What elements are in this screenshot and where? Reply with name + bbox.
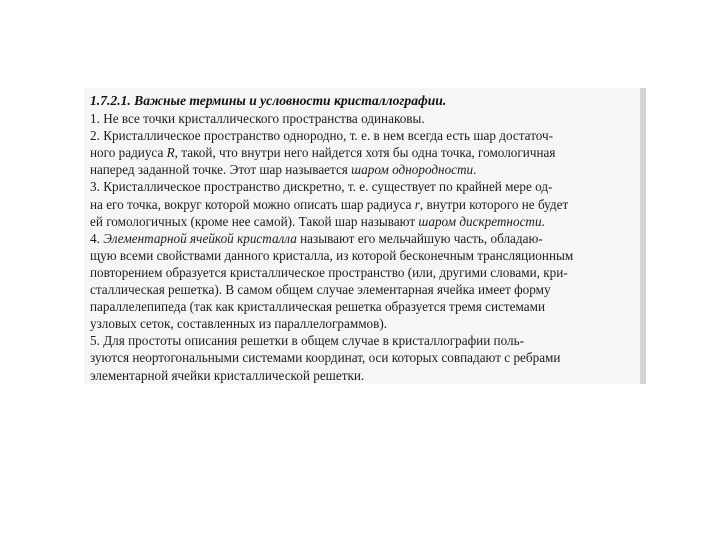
text-run: элементарной ячейки кристаллической решетки. [90, 367, 365, 383]
text-run: ей гомологичных (кроме нее самой). Такой шар называют [90, 213, 419, 229]
text-run: наперед заданной точке. Этот шар называется [90, 162, 352, 178]
text-line [90, 281, 646, 298]
text-line [90, 332, 646, 349]
italic-term: R [166, 145, 175, 161]
text-run: . [541, 213, 545, 229]
italic-term: r [414, 196, 420, 212]
text-line [90, 196, 646, 213]
scanned-page-excerpt [84, 88, 646, 384]
text-run: 3. Кристаллическое пространство дискретно, т. е. существует по крайней мере од- [90, 179, 553, 195]
italic-term: шаром однородности [351, 162, 474, 178]
text-line [90, 247, 646, 264]
text-run: 5. Для простоты описания решетки в общем случае в кристаллографии поль- [90, 333, 525, 349]
text-run: щую всеми свойствами данного кристалла, из которой бесконечным трансляционным [90, 247, 574, 263]
text-line [90, 315, 646, 332]
text-line [90, 298, 646, 315]
text-line [90, 367, 646, 384]
text-line [90, 144, 646, 161]
italic-term: шаром дискретности [418, 213, 542, 229]
text-run: на его точка, вокруг которой можно описать шар радиуса [90, 196, 415, 212]
text-line [90, 213, 646, 230]
text-run: , внутри которого не будет [419, 196, 569, 212]
text-run: называют его мельчайшую часть, обладаю- [296, 230, 543, 246]
text-run: 2. Кристаллическое пространство однородно, т. е. в нем всегда есть шар достаточ- [90, 128, 554, 144]
text-line [90, 161, 646, 178]
text-line [90, 349, 646, 366]
text-run: ного радиуса [90, 145, 167, 161]
text-line [90, 178, 646, 195]
text-line [90, 110, 646, 127]
text-run: 1. Не все точки кристаллического пространства одинаковы. [90, 111, 425, 126]
text-line [90, 264, 646, 281]
text-run: . [473, 162, 477, 178]
text-run: узловых сеток, составленных из параллелограммов). [90, 316, 388, 332]
text-run: , такой, что внутри него найдется хотя бы одна точка, гомологичная [174, 145, 556, 161]
text-line [90, 230, 646, 247]
section-heading: 1.7.2.1. Важные термины и условности кристаллографии. [90, 93, 447, 108]
text-run: параллелепипеда (так как кристаллическая решетка образуется тремя системами [90, 299, 546, 315]
text-line [90, 127, 646, 144]
text-run: 4. [90, 230, 104, 246]
text-run: зуются неортогональными системами координат, оси которых совпадают с ребрами [90, 350, 561, 366]
text-run: сталлическая решетка). В самом общем случае элементарная ячейка имеет форму [90, 282, 551, 297]
text-run: повторением образуется кристаллическое пространство (или, другими словами, кри- [90, 264, 568, 280]
italic-term: Элементарной ячейкой кристалла [103, 230, 297, 246]
